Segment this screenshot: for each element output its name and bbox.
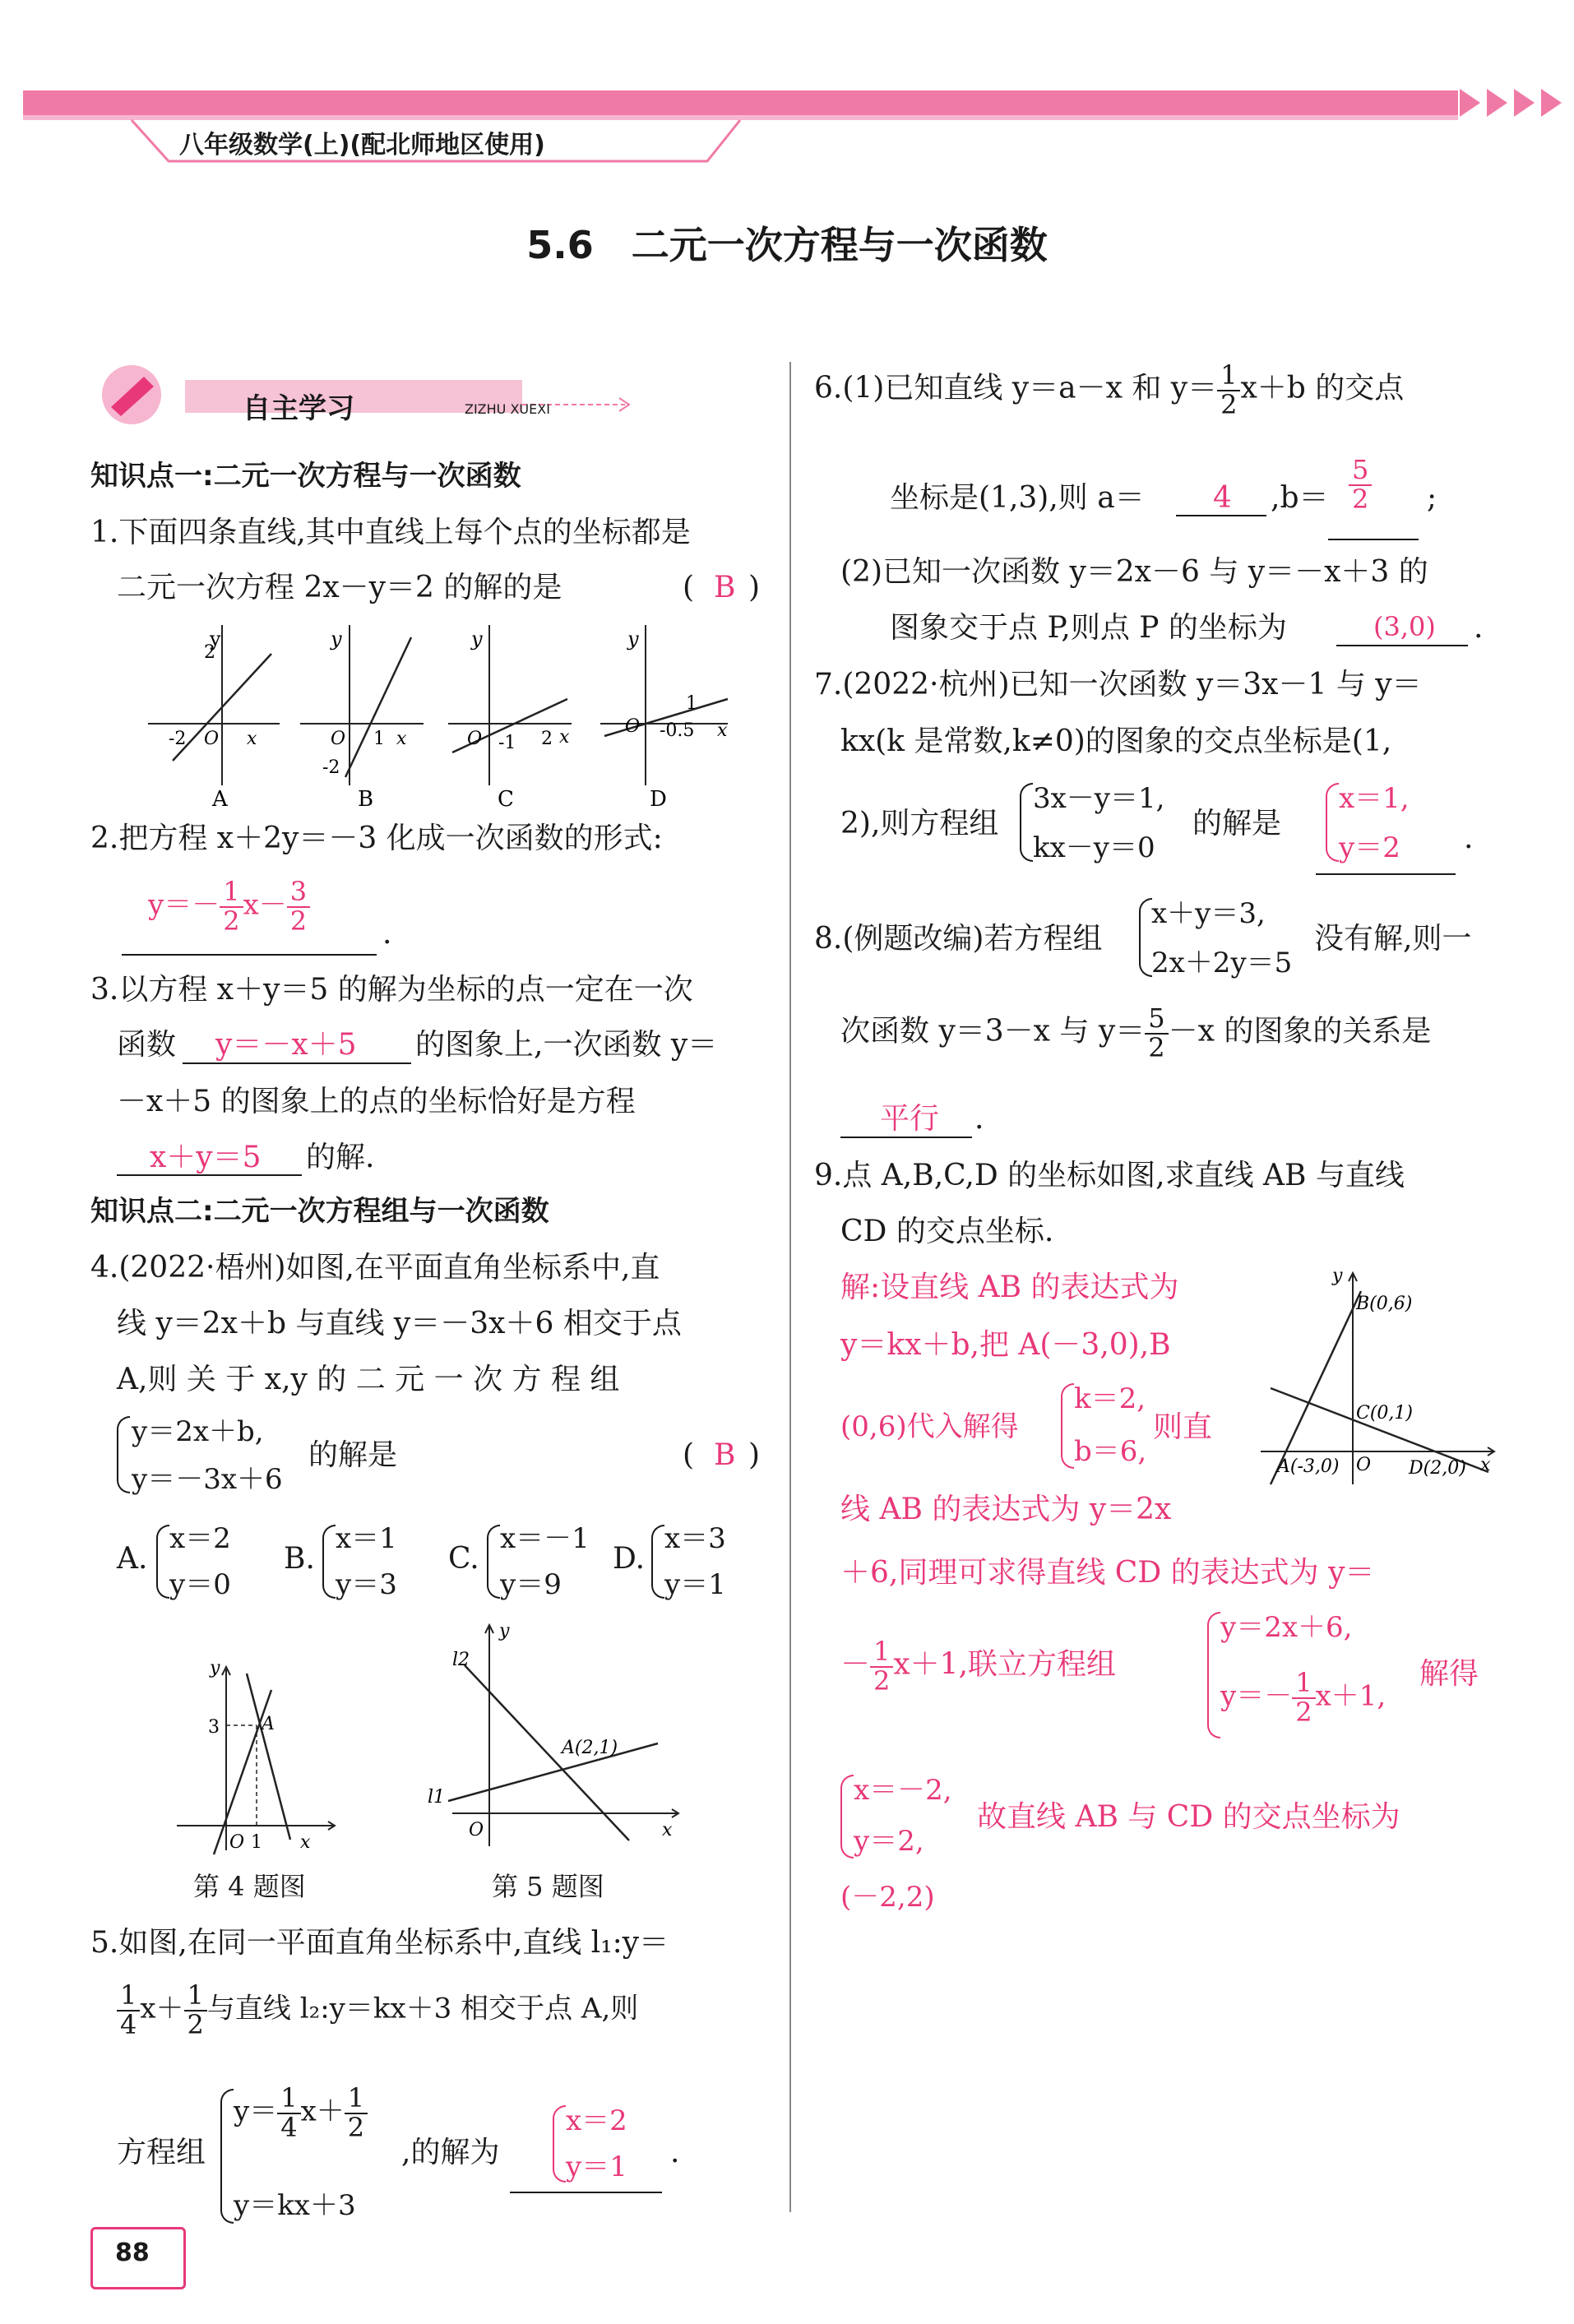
q5-line2 <box>117 1979 639 2040</box>
q9-sol6s2a: y＝－ <box>1220 1679 1293 1713</box>
q4-option-b-letter: B. <box>284 1542 315 1576</box>
q5-sys-frac2-den: 2 <box>347 2111 365 2143</box>
q1-graph-c-origin: O <box>467 729 483 749</box>
q9-sol6 <box>840 1638 1116 1695</box>
q4-option-c-letter: C. <box>448 1542 479 1576</box>
q1-graph-a-x: x <box>247 729 257 749</box>
knowledge-point-2: 知识点二:二元一次方程组与一次函数 <box>90 1195 549 1228</box>
q4-option-d-letter: D. <box>613 1542 646 1576</box>
q8-tail: 没有解,则一 <box>1314 922 1472 956</box>
q1-graph-a-label: A <box>212 787 228 810</box>
q6-line2a: 坐标是(1,3),则 a＝ <box>890 481 1145 515</box>
q9-sol6-frac-num: 1 <box>870 1638 893 1668</box>
q9-fig-b: B(0,6) <box>1356 1294 1413 1314</box>
q5-fig-origin: O <box>469 1820 484 1840</box>
pencil-icon <box>86 362 654 428</box>
q5-sys-pre: 方程组 <box>117 2136 206 2169</box>
q5-fig-x: x <box>662 1820 673 1840</box>
q5-figure-caption: 第 5 题图 <box>492 1871 604 1902</box>
q4-figure <box>169 1657 350 1859</box>
q1-graph-d-label: D <box>650 787 667 810</box>
q5-fig-l2: l2 <box>452 1650 470 1670</box>
q5-frac1-num: 1 <box>117 1982 140 2012</box>
q4-line2: 线 y＝2x＋b 与直线 y＝－3x＋6 相交于点 <box>117 1307 682 1340</box>
q1-graph-d-neg05: -0.5 <box>660 720 695 741</box>
q9-sol7b: 故直线 AB 与 CD 的交点坐标为 <box>977 1800 1400 1834</box>
q9-sol6s1: y＝2x＋6, <box>1220 1611 1353 1644</box>
q7-end: . <box>1464 822 1474 855</box>
q4-option-d-r2: y＝1 <box>664 1568 726 1601</box>
q7-blank <box>1316 873 1456 875</box>
q9-fig-origin: O <box>1356 1455 1372 1475</box>
q6-blank-b <box>1328 539 1419 540</box>
q1-graph-d-x: x <box>717 720 728 741</box>
q9-sol6-frac-den: 2 <box>873 1664 891 1697</box>
q1-graphs <box>140 621 748 810</box>
q1-paren-right: ) <box>748 571 761 604</box>
q5-blank <box>510 2192 662 2193</box>
q8-line2 <box>840 1002 1432 1063</box>
q5-answer2: y＝1 <box>566 2150 627 2183</box>
q6-answer-b <box>1349 456 1372 513</box>
q5-fig-y: y <box>499 1621 510 1641</box>
q4-answer: B <box>714 1438 736 1472</box>
q3-answer2: x＋y＝5 <box>150 1141 262 1174</box>
q2-end: . <box>382 917 392 951</box>
q6-end: . <box>1474 611 1484 645</box>
q5-tail: ,的解为 <box>401 2136 500 2169</box>
q2-frac1-num: 1 <box>220 878 243 908</box>
q7-tail: 的解是 <box>1192 807 1282 840</box>
q4-line1: 4.(2022·梧州)如图,在平面直角坐标系中,直 <box>90 1251 660 1285</box>
badge-label: 自主学习 <box>243 392 354 425</box>
q1-line2: 二元一次方程 2x－y＝2 的解的是 <box>117 571 562 604</box>
q4-line3: A,则 关 于 x,y 的 二 元 一 次 方 程 组 <box>117 1363 620 1396</box>
q6-blank-a <box>1176 515 1266 516</box>
q6-answer-p: (3,0) <box>1373 611 1436 642</box>
q4-sys1: y＝2x＋b, <box>132 1415 264 1448</box>
q5-sys-frac2-num: 1 <box>345 2085 368 2114</box>
q4-tail: 的解是 <box>308 1438 398 1472</box>
q9-fig-a: A(-3,0) <box>1277 1456 1340 1477</box>
q5-answer1: x＝2 <box>566 2104 627 2137</box>
q9-sol3s1: k＝2, <box>1074 1382 1146 1415</box>
q6-answer-a: 4 <box>1213 481 1232 515</box>
q8-line2a: 次函数 y＝3－x 与 y＝ <box>840 1014 1146 1049</box>
q5-brace <box>220 2089 234 2224</box>
q9-line1: 9.点 A,B,C,D 的坐标如图,求直线 AB 与直线 <box>814 1159 1405 1192</box>
q7-line2: kx(k 是常数,k≠0)的图象的交点坐标是(1, <box>840 725 1392 758</box>
q5-sys1a: y＝ <box>234 2095 278 2128</box>
q1-graph-c-label: C <box>498 787 514 810</box>
q7-answer2: y＝2 <box>1339 831 1400 864</box>
q4-option-a-r1: x＝2 <box>169 1522 231 1555</box>
q9-sol6s2-frac-den: 2 <box>1295 1696 1312 1728</box>
q4-paren-right: ) <box>748 1438 761 1472</box>
q1-graph-d-1: 1 <box>686 693 697 714</box>
q9-sol7s1: x＝－2, <box>854 1774 952 1807</box>
q4-option-b-r1: x＝1 <box>336 1522 397 1555</box>
q6-b-num: 5 <box>1349 456 1372 486</box>
q4-option-c-r1: x＝－1 <box>500 1522 590 1555</box>
q9-sol3-brace <box>1061 1383 1074 1469</box>
q9-sol8: (－2,2) <box>840 1881 935 1914</box>
q5-sys2: y＝kx＋3 <box>234 2189 356 2222</box>
q3-line1: 3.以方程 x＋y＝5 的解为坐标的点一定在一次 <box>90 973 693 1007</box>
q5-sys1b: x＋ <box>300 2095 345 2128</box>
q9-sol1: 解:设直线 AB 的表达式为 <box>840 1271 1179 1304</box>
page-title: 5.6 二元一次方程与一次函数 <box>526 223 1048 267</box>
q4-fig-3: 3 <box>208 1717 220 1738</box>
q8-sys1: x＋y＝3, <box>1151 897 1266 930</box>
q1-graph-c-2: 2 <box>541 729 553 749</box>
q9-sol2: y＝kx＋b,把 A(－3,0),B <box>840 1328 1171 1362</box>
q8-brace <box>1139 898 1152 977</box>
q1-graph-a-y: y <box>210 627 221 650</box>
q9-sol6b: x＋1,联立方程组 <box>893 1647 1117 1682</box>
q5-frac2-num: 1 <box>184 1982 207 2012</box>
q5-line1: 5.如图,在同一平面直角坐标系中,直线 l₁:y＝ <box>90 1926 669 1960</box>
q5-line2b: 与直线 l₂:y＝kx＋3 相交于点 A,则 <box>206 1992 639 2025</box>
q2-answer-pre: y＝－ <box>148 888 220 922</box>
q9-sol3b: 则直 <box>1153 1410 1213 1444</box>
q4-option-c-r2: y＝9 <box>500 1568 562 1601</box>
q8-line2b: －x 的图象的关系是 <box>1168 1014 1432 1049</box>
q7-sys2: kx－y＝0 <box>1033 831 1155 864</box>
q2-frac2-den: 2 <box>289 905 308 937</box>
q9-sol6c: 解得 <box>1419 1657 1479 1691</box>
q4-fig-a: A <box>262 1714 275 1734</box>
q3-blank2 <box>117 1174 302 1176</box>
page-number: 88 <box>115 2238 150 2267</box>
q8-pre: 8.(例题改编)若方程组 <box>814 922 1103 956</box>
q7-line3a: 2),则方程组 <box>840 807 999 840</box>
q6-b-den: 2 <box>1352 483 1369 515</box>
q9-sol6a: － <box>840 1647 871 1682</box>
q8-frac-den: 2 <box>1148 1031 1165 1063</box>
q9-fig-d: D(2,0) <box>1409 1458 1466 1479</box>
q6-frac-num: 1 <box>1217 362 1240 391</box>
q4-fig-x: x <box>300 1832 311 1853</box>
q4-fig-1: 1 <box>251 1832 262 1853</box>
q6-line2b: ,b＝ <box>1271 481 1329 515</box>
q5-fig-a: A(2,1) <box>562 1738 618 1758</box>
q9-fig-x: x <box>1480 1455 1491 1475</box>
q4-option-a-letter: A. <box>117 1542 148 1576</box>
q3-answer1: y＝－x＋5 <box>215 1028 357 1062</box>
q9-sol7-brace <box>840 1775 854 1859</box>
q1-graph-d-origin: O <box>625 716 641 737</box>
q1-graph-a-2: 2 <box>204 642 215 663</box>
q7-line1: 7.(2022·杭州)已知一次函数 y＝3x－1 与 y＝ <box>814 668 1422 701</box>
q4-sys2: y＝－3x＋6 <box>132 1463 283 1496</box>
q9-sol7s2: y＝2, <box>854 1825 924 1858</box>
q2-blank <box>122 954 377 956</box>
q9-sol3s2: b＝6, <box>1074 1435 1147 1468</box>
q1-graph-b-x: x <box>396 729 407 749</box>
q4-option-c-brace <box>487 1525 500 1599</box>
q5-sys-frac1-den: 4 <box>280 2111 298 2143</box>
q7-answer1: x＝1, <box>1339 782 1410 815</box>
q4-paren-left: ( <box>683 1438 695 1472</box>
q9-fig-y: y <box>1332 1266 1343 1286</box>
knowledge-point-1: 知识点一:二元一次方程与一次函数 <box>90 460 521 493</box>
q3-line2b: 的图象上,一次函数 y＝ <box>415 1028 718 1062</box>
q5-frac2-den: 2 <box>187 2008 204 2040</box>
q8-sys2: 2x＋2y＝5 <box>1151 947 1293 979</box>
q9-sol6s2-frac-num: 1 <box>1292 1669 1315 1699</box>
q1-graph-c-x: x <box>559 727 570 748</box>
q8-end: . <box>974 1102 984 1136</box>
q2-frac2-num: 3 <box>287 878 310 908</box>
q6-blank-p <box>1336 645 1468 646</box>
q7-brace <box>1020 783 1033 862</box>
column-divider <box>789 362 791 2212</box>
q1-graph-d-y: y <box>627 627 639 650</box>
q1-graph-b-neg2: -2 <box>322 757 340 778</box>
q9-figure <box>1254 1266 1501 1488</box>
q8-answer: 平行 <box>880 1102 940 1136</box>
q5-sys-frac1-num: 1 <box>277 2085 300 2114</box>
q9-line2: CD 的交点坐标. <box>840 1215 1054 1248</box>
q6-line1 <box>814 359 1405 420</box>
q6-frac-den: 2 <box>1220 388 1238 420</box>
q1-graph-b-1: 1 <box>373 729 385 749</box>
q1-line1: 1.下面四条直线,其中直线上每个点的坐标都是 <box>90 516 691 549</box>
q1-graph-b-origin: O <box>331 729 346 749</box>
q4-option-a-brace <box>156 1525 169 1599</box>
q5-line2a: x＋ <box>140 1992 184 2025</box>
q7-sys1: 3x－y＝1, <box>1033 782 1165 815</box>
q9-sol3a: (0,6)代入解得 <box>840 1410 1019 1443</box>
q1-graph-b-label: B <box>358 787 374 810</box>
q6-line1a: 6.(1)已知直线 y＝a－x 和 y＝ <box>814 371 1218 405</box>
q3-line4b: 的解. <box>306 1141 375 1174</box>
q2-frac1-den: 2 <box>223 905 240 937</box>
q2-answer <box>148 878 310 935</box>
q2-answer-mid: x－ <box>243 888 287 922</box>
q4-option-b-r2: y＝3 <box>336 1568 397 1601</box>
q6-line1b: x＋b 的交点 <box>1240 371 1405 405</box>
q9-sol6s2 <box>1220 1669 1386 1726</box>
q4-option-b-brace <box>322 1525 336 1599</box>
q2-text: 2.把方程 x＋2y＝－3 化成一次函数的形式: <box>90 822 663 855</box>
q5-fig-l1: l1 <box>428 1787 446 1808</box>
q3-line2a: 函数 <box>117 1028 177 1062</box>
q5-end: . <box>670 2136 680 2169</box>
q9-sol6-brace <box>1207 1612 1220 1738</box>
q1-graph-a-origin: O <box>204 729 220 749</box>
q4-option-d-r1: x＝3 <box>664 1522 726 1555</box>
q9-fig-c: C(0,1) <box>1356 1403 1413 1424</box>
q1-graph-b-y: y <box>331 627 342 650</box>
q4-figure-caption: 第 4 题图 <box>193 1871 306 1902</box>
q5-frac1-den: 4 <box>120 2008 137 2040</box>
q4-option-d-brace <box>651 1525 664 1599</box>
q1-graph-c-y: y <box>471 627 483 650</box>
q4-fig-y: y <box>210 1658 220 1678</box>
book-title: 八年级数学(上)(配北师地区使用) <box>179 131 545 160</box>
q6-line2c: ; <box>1427 481 1437 515</box>
q1-graph-c-neg1: -1 <box>498 733 516 753</box>
q1-paren-left: ( <box>683 571 695 604</box>
q5-answer-brace <box>553 2105 566 2183</box>
q9-sol4: 线 AB 的表达式为 y＝2x <box>840 1493 1172 1526</box>
q4-option-a-r2: y＝0 <box>169 1568 231 1601</box>
q6-line3: (2)已知一次函数 y＝2x－6 与 y＝－x＋3 的 <box>840 555 1428 589</box>
q3-blank1 <box>183 1062 411 1064</box>
q4-fig-origin: O <box>229 1832 245 1853</box>
q5-figure <box>424 1620 687 1854</box>
q5-sys1 <box>234 2082 368 2143</box>
q9-sol5: ＋6,同理可求得直线 CD 的表达式为 y＝ <box>840 1556 1375 1590</box>
q9-sol6s2b: x＋1, <box>1315 1679 1387 1713</box>
q4-brace <box>117 1416 130 1493</box>
q8-frac-num: 5 <box>1145 1005 1168 1035</box>
q1-answer: B <box>714 571 736 604</box>
q7-answer-brace <box>1326 783 1339 862</box>
badge-pinyin: ZIZHU XUEXI <box>465 401 550 417</box>
q3-line3: －x＋5 的图象上的点的坐标恰好是方程 <box>117 1085 636 1118</box>
q8-blank <box>840 1137 972 1138</box>
q6-line4: 图象交于点 P,则点 P 的坐标为 <box>890 611 1287 645</box>
q1-graph-a-neg2: -2 <box>169 729 187 749</box>
